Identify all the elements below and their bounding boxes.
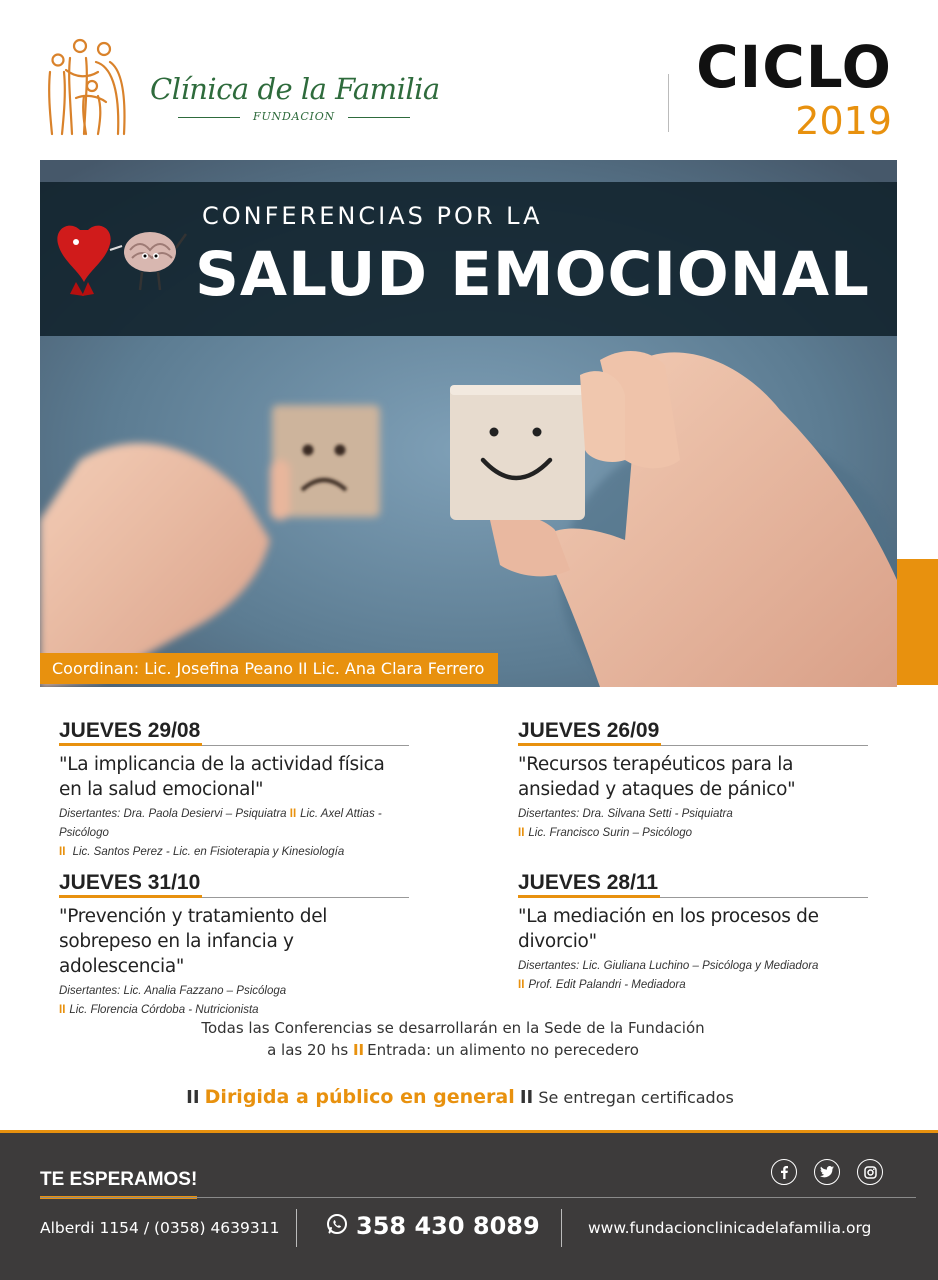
conference-4 xyxy=(518,870,868,995)
conference-speakers: Disertantes: Lic. Giuliana Luchino – Psicóloga y Mediadora xyxy=(518,960,819,972)
twitter-icon[interactable] xyxy=(814,1159,840,1185)
footer-divider xyxy=(40,1197,916,1198)
header-divider xyxy=(668,74,669,132)
conference-1 xyxy=(59,718,409,862)
conference-speakers-2: II Lic. Francisco Surin – Psicólogo xyxy=(518,827,693,839)
conference-speakers-2: II Lic. Florencia Córdoba - Nutricionista xyxy=(59,1004,259,1016)
footer-separator xyxy=(561,1209,562,1247)
heart-brain-mascot-icon xyxy=(50,220,190,300)
conference-3 xyxy=(59,870,409,1020)
conference-title: "La implicancia de la actividad física en la salud emocional" xyxy=(59,754,385,800)
family-logo-icon xyxy=(40,36,132,140)
clinic-subtitle: FUNDACION xyxy=(178,110,410,123)
hero-image xyxy=(40,160,897,687)
conference-date: JUEVES 26/09 xyxy=(518,718,868,746)
whatsapp-number[interactable]: 358 430 8089 xyxy=(356,1212,540,1240)
footer-separator xyxy=(296,1209,297,1247)
conference-title: "La mediación en los procesos de divorcio" xyxy=(518,906,819,952)
conference-date: JUEVES 29/08 xyxy=(59,718,409,746)
footer xyxy=(0,1130,938,1280)
footer-heading: TE ESPERAMOS! xyxy=(40,1169,197,1199)
clinic-name: Clínica de la Familia xyxy=(150,72,440,106)
banner-title: SALUD EMOCIONAL xyxy=(195,239,870,310)
conference-2 xyxy=(518,718,868,843)
whatsapp-icon xyxy=(326,1213,348,1235)
conference-speakers: Disertantes: Dra. Silvana Setti - Psiquiatra xyxy=(518,808,733,820)
conference-speakers: Disertantes: Lic. Analia Fazzano – Psicóloga xyxy=(59,985,287,997)
conference-date: JUEVES 31/10 xyxy=(59,870,409,898)
accent-side-tab xyxy=(897,559,938,685)
address-phone: Alberdi 1154 / (0358) 4639311 xyxy=(40,1219,280,1237)
conference-title: "Prevención y tratamiento del sobrepeso en la infancia y adolescencia" xyxy=(59,906,328,977)
conference-speakers-2: II Lic. Santos Perez - Lic. en Fisioterapia y Kinesiología xyxy=(59,846,345,858)
instagram-icon[interactable] xyxy=(857,1159,883,1185)
conference-speakers: Disertantes: Dra. Paola Desiervi – Psiquiatra II Lic. Axel Attias - Psicólogo xyxy=(59,808,382,839)
facebook-icon[interactable] xyxy=(771,1159,797,1185)
conference-date: JUEVES 28/11 xyxy=(518,870,868,898)
audience-line: II Dirigida a público en general II Se entregan certificados xyxy=(186,1086,734,1108)
coordinators-label: Coordinan: Lic. Josefina Peano II Lic. Ana Clara Ferrero xyxy=(40,653,498,684)
conference-speakers-2: II Prof. Edit Palandri - Mediadora xyxy=(518,979,686,991)
time-note: a las 20 hs II Entrada: un alimento no perecedero xyxy=(267,1041,639,1059)
venue-note: Todas las Conferencias se desarrollarán en la Sede de la Fundación xyxy=(201,1019,705,1037)
website-link[interactable]: www.fundacionclinicadelafamilia.org xyxy=(588,1219,872,1237)
cycle-label: CICLO xyxy=(696,33,892,101)
banner-subtitle: CONFERENCIAS POR LA xyxy=(202,202,543,230)
conference-title: "Recursos terapéuticos para la ansiedad y ataques de pánico" xyxy=(518,754,796,800)
cycle-year: 2019 xyxy=(795,99,892,143)
